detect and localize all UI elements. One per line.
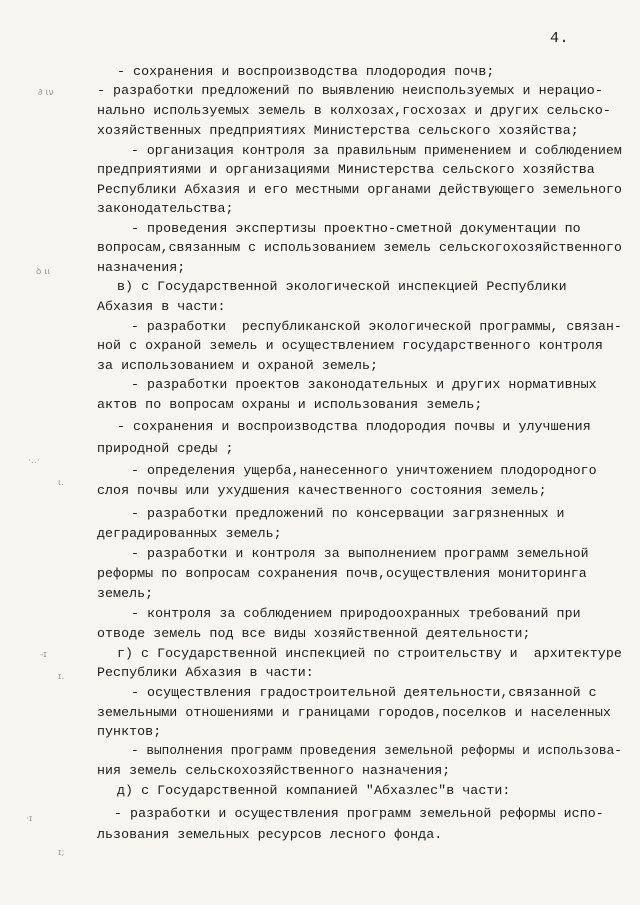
text-line: - контроля за соблюдением природоохранных требований при (131, 606, 581, 621)
text-line: земель; (97, 586, 154, 601)
text-line: назначения; (97, 260, 186, 275)
text-line: природной среды ; (97, 441, 234, 456)
text-line: - сохранения и воспроизводства плодородия почв; (117, 64, 495, 79)
text-line: предприятиями и организациями Министерства сельского хозяйства (97, 162, 595, 177)
text-line: - сохранения и воспроизводства плодородия почвы и улучшения (117, 419, 591, 434)
text-line: пунктов; (97, 724, 162, 739)
margin-mark: ∂ ιν (38, 88, 54, 98)
text-line: - разработки и контроля за выполнением программ земельной (131, 546, 589, 561)
margin-mark: ·ɪ (26, 814, 33, 824)
text-line: хозяйственных предприятиях Министерства сельского хозяйства; (97, 123, 579, 138)
text-line: - разработки республиканской экологической программы, связан- (131, 319, 622, 334)
text-line: земельными отношениями и границами городов,поселков и населенных (97, 705, 611, 720)
text-line: вопросам,связанным с использованием земель сельскогохозяйственного (97, 240, 622, 255)
margin-mark: ɪ. (58, 672, 65, 682)
margin-mark: ·‥· (28, 456, 40, 466)
text-line: - разработки проектов законодательных и других нормативных (131, 377, 597, 392)
text-line: за использованием и охраной земель; (97, 358, 379, 373)
text-line: реформы по вопросам сохранения почв,осуществления мониторинга (97, 566, 587, 581)
page-number: 4. (550, 30, 570, 47)
text-line: - разработки предложений по выявлению неиспользуемых и нерацио- (97, 83, 603, 98)
text-line: - осуществления градостроительной деятельности,связанной с (131, 685, 597, 700)
text-line: д) с Государственной компанией "Абхазлес"в части: (117, 783, 511, 798)
text-line: Абхазия в части: (97, 299, 226, 314)
text-line: ния земель сельскохозяйственного назначения; (97, 763, 451, 778)
text-line: - выполнения программ проведения земельной реформы и использова- (131, 743, 622, 758)
text-line: актов по вопросам охраны и использования земель; (97, 397, 483, 412)
text-line: Республики Абхазия и его местными органами действующего земельного (97, 182, 622, 197)
text-line: Республики Абхазия в части: (97, 665, 314, 680)
text-line: - разработки предложений по консервации загрязненных и (131, 506, 565, 521)
margin-mark: -ɪ (40, 650, 47, 660)
text-line: нально используемых земель в колхозах,госхозах и других сельско- (97, 103, 611, 118)
text-line: - определения ущерба,нанесенного уничтожением плодородного (131, 463, 597, 478)
margin-mark: ι. (58, 478, 64, 488)
text-line: законодательства; (97, 201, 234, 216)
text-line: - проведения экспертизы проектно-сметной документации по (131, 221, 581, 236)
text-line: ной с охраной земель и осуществлением государственного контроля (97, 338, 603, 353)
text-line: отводе земель под все виды хозяйственной деятельности; (97, 626, 531, 641)
text-line: слоя почвы или ухудшения качественного состояния земель; (97, 483, 547, 498)
text-line: - организация контроля за правильным применением и соблюдением (131, 143, 622, 158)
text-line: в) с Государственной экологической инспекцией Республики (117, 279, 567, 294)
text-line: г) с Государственной инспекцией по строительству и архитектуре (117, 646, 622, 661)
text-line: - разработки и осуществления программ земельной реформы испо- (114, 806, 604, 821)
margin-mark: ꝺ ιι (36, 267, 51, 277)
margin-mark: ɪ; (58, 848, 65, 858)
text-line: льзования земельных ресурсов лесного фонда. (97, 827, 443, 842)
text-line: деградированных земель; (97, 526, 282, 541)
